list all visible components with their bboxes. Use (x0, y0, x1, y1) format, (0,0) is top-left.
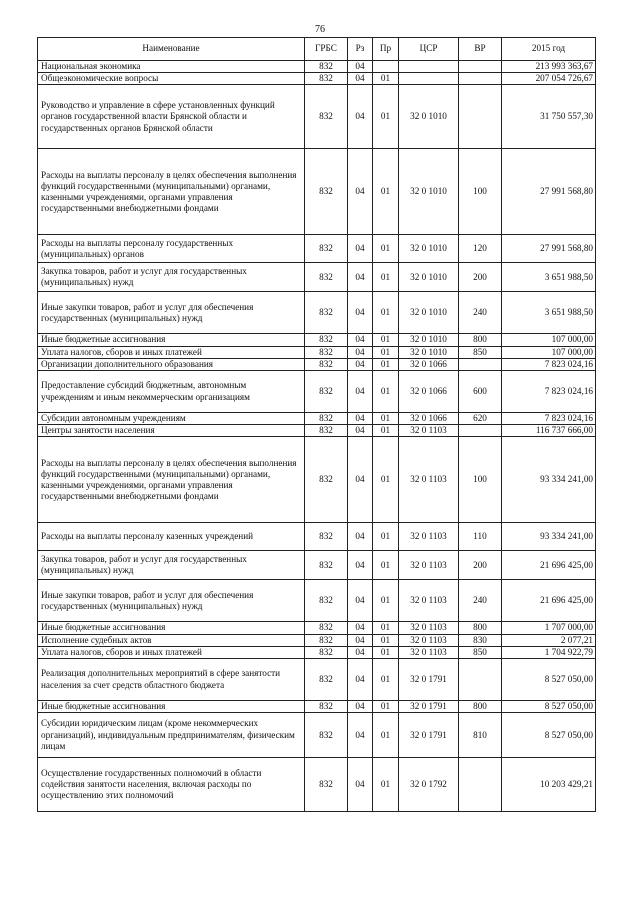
row-grbs: 832 (305, 551, 348, 580)
row-name: Национальная экономика (38, 61, 305, 73)
row-rz: 04 (348, 149, 373, 235)
row-name: Иные закупки товаров, работ и услуг для обеспечения государственных (муниципальных) нужд (38, 580, 305, 622)
row-rz: 04 (348, 622, 373, 634)
row-amount: 107 000,00 (502, 334, 596, 346)
row-vr (459, 73, 502, 85)
table-row (38, 758, 596, 812)
row-grbs: 832 (305, 634, 348, 646)
row-vr: 240 (459, 580, 502, 622)
row-grbs: 832 (305, 73, 348, 85)
row-rz: 04 (348, 659, 373, 701)
row-rz: 04 (348, 346, 373, 358)
row-pr: 01 (373, 413, 399, 425)
row-pr: 01 (373, 85, 399, 149)
row-pr: 01 (373, 622, 399, 634)
row-vr (459, 758, 502, 812)
row-csr: 32 0 1103 (399, 437, 459, 523)
row-amount: 207 054 726,67 (502, 73, 596, 85)
table-row (38, 580, 596, 622)
row-vr: 100 (459, 437, 502, 523)
row-grbs: 832 (305, 425, 348, 437)
header-year: 2015 год (502, 38, 596, 61)
row-pr (373, 61, 399, 73)
row-pr: 01 (373, 437, 399, 523)
row-grbs: 832 (305, 371, 348, 413)
row-pr: 01 (373, 425, 399, 437)
table-row (38, 263, 596, 292)
row-rz: 04 (348, 758, 373, 812)
row-vr: 200 (459, 551, 502, 580)
row-name: Уплата налогов, сборов и иных платежей (38, 346, 305, 358)
row-csr: 32 0 1066 (399, 413, 459, 425)
row-vr: 800 (459, 701, 502, 713)
row-vr: 850 (459, 646, 502, 658)
row-csr: 32 0 1010 (399, 346, 459, 358)
row-csr: 32 0 1010 (399, 85, 459, 149)
row-vr: 110 (459, 523, 502, 551)
header-csr: ЦСР (399, 38, 459, 61)
row-vr (459, 85, 502, 149)
row-pr: 01 (373, 523, 399, 551)
table-row (38, 437, 596, 523)
row-rz: 04 (348, 292, 373, 334)
header-vr: ВР (459, 38, 502, 61)
row-grbs: 832 (305, 358, 348, 370)
row-amount: 8 527 050,00 (502, 701, 596, 713)
row-rz: 04 (348, 523, 373, 551)
row-name: Предоставление субсидий бюджетным, автономным учреждениям и иным некоммерческим организациям (38, 371, 305, 413)
row-grbs: 832 (305, 292, 348, 334)
row-name: Расходы на выплаты персоналу в целях обеспечения выполнения функций государственными (муниципальными) органами, казенными учреждениями, органами управления государственными внебюджетными фондами (38, 149, 305, 235)
row-grbs: 832 (305, 334, 348, 346)
row-rz: 04 (348, 358, 373, 370)
row-vr: 600 (459, 371, 502, 413)
row-pr: 01 (373, 292, 399, 334)
row-vr (459, 61, 502, 73)
row-csr: 32 0 1103 (399, 425, 459, 437)
table-row (38, 646, 596, 658)
row-csr: 32 0 1010 (399, 149, 459, 235)
row-rz: 04 (348, 701, 373, 713)
row-csr: 32 0 1103 (399, 580, 459, 622)
row-csr: 32 0 1103 (399, 622, 459, 634)
row-csr: 32 0 1010 (399, 263, 459, 292)
row-name: Исполнение судебных актов (38, 634, 305, 646)
table-row (38, 634, 596, 646)
row-csr (399, 61, 459, 73)
row-vr: 810 (459, 713, 502, 758)
row-vr: 830 (459, 634, 502, 646)
table-row (38, 85, 596, 149)
row-pr: 01 (373, 758, 399, 812)
row-name: Общеэкономические вопросы (38, 73, 305, 85)
table-row (38, 425, 596, 437)
row-grbs: 832 (305, 701, 348, 713)
row-name: Центры занятости населения (38, 425, 305, 437)
row-vr (459, 425, 502, 437)
row-rz: 04 (348, 73, 373, 85)
row-amount: 7 823 024,16 (502, 371, 596, 413)
row-pr: 01 (373, 551, 399, 580)
row-amount: 8 527 050,00 (502, 659, 596, 701)
row-csr: 32 0 1791 (399, 701, 459, 713)
row-amount: 7 823 024,16 (502, 413, 596, 425)
row-grbs: 832 (305, 646, 348, 658)
row-name: Расходы на выплаты персоналу государственных (муниципальных) органов (38, 235, 305, 263)
row-pr: 01 (373, 235, 399, 263)
row-grbs: 832 (305, 713, 348, 758)
row-name: Иные бюджетные ассигнования (38, 622, 305, 634)
row-amount: 213 993 363,67 (502, 61, 596, 73)
row-vr: 620 (459, 413, 502, 425)
table-row (38, 334, 596, 346)
row-rz: 04 (348, 551, 373, 580)
table-row (38, 61, 596, 73)
row-name: Уплата налогов, сборов и иных платежей (38, 646, 305, 658)
row-grbs: 832 (305, 523, 348, 551)
table-row (38, 292, 596, 334)
row-grbs: 832 (305, 758, 348, 812)
row-pr: 01 (373, 263, 399, 292)
row-name: Организации дополнительного образования (38, 358, 305, 370)
table-row (38, 73, 596, 85)
row-pr: 01 (373, 659, 399, 701)
row-vr: 800 (459, 622, 502, 634)
row-csr: 32 0 1792 (399, 758, 459, 812)
row-csr: 32 0 1791 (399, 713, 459, 758)
row-rz: 04 (348, 425, 373, 437)
row-pr: 01 (373, 346, 399, 358)
table-row (38, 346, 596, 358)
row-amount: 21 696 425,00 (502, 580, 596, 622)
row-rz: 04 (348, 634, 373, 646)
row-pr: 01 (373, 358, 399, 370)
row-rz: 04 (348, 371, 373, 413)
row-rz: 04 (348, 580, 373, 622)
page-number: 76 (315, 24, 325, 35)
row-amount: 27 991 568,80 (502, 235, 596, 263)
budget-table (37, 37, 596, 812)
row-rz: 04 (348, 85, 373, 149)
table-row (38, 701, 596, 713)
row-grbs: 832 (305, 437, 348, 523)
row-pr: 01 (373, 634, 399, 646)
row-grbs: 832 (305, 149, 348, 235)
row-pr: 01 (373, 580, 399, 622)
row-amount: 116 737 666,00 (502, 425, 596, 437)
row-csr: 32 0 1066 (399, 358, 459, 370)
row-amount: 27 991 568,80 (502, 149, 596, 235)
row-csr: 32 0 1066 (399, 371, 459, 413)
header-rz: Рз (348, 38, 373, 61)
table-row (38, 371, 596, 413)
row-rz: 04 (348, 61, 373, 73)
row-rz: 04 (348, 413, 373, 425)
row-csr: 32 0 1010 (399, 334, 459, 346)
row-vr: 240 (459, 292, 502, 334)
row-amount: 8 527 050,00 (502, 713, 596, 758)
row-name: Субсидии автономным учреждениям (38, 413, 305, 425)
row-grbs: 832 (305, 346, 348, 358)
row-pr: 01 (373, 701, 399, 713)
row-amount: 93 334 241,00 (502, 523, 596, 551)
row-csr (399, 73, 459, 85)
row-csr: 32 0 1791 (399, 659, 459, 701)
row-amount: 93 334 241,00 (502, 437, 596, 523)
row-rz: 04 (348, 235, 373, 263)
row-amount: 1 704 922,79 (502, 646, 596, 658)
row-amount: 1 707 000,00 (502, 622, 596, 634)
row-vr: 800 (459, 334, 502, 346)
row-vr: 120 (459, 235, 502, 263)
row-name: Иные закупки товаров, работ и услуг для обеспечения государственных (муниципальных) нужд (38, 292, 305, 334)
row-grbs: 832 (305, 622, 348, 634)
row-amount: 3 651 988,50 (502, 263, 596, 292)
row-amount: 10 203 429,21 (502, 758, 596, 812)
row-amount: 21 696 425,00 (502, 551, 596, 580)
row-csr: 32 0 1010 (399, 292, 459, 334)
row-pr: 01 (373, 713, 399, 758)
table-row (38, 413, 596, 425)
row-pr: 01 (373, 73, 399, 85)
table-row (38, 622, 596, 634)
row-pr: 01 (373, 371, 399, 413)
row-name: Расходы на выплаты персоналу в целях обеспечения выполнения функций государственными (муниципальными) органами, казенными учреждениями, органами управления государственными внебюджетными фондами (38, 437, 305, 523)
row-pr: 01 (373, 334, 399, 346)
row-csr: 32 0 1103 (399, 551, 459, 580)
row-grbs: 832 (305, 263, 348, 292)
table-row (38, 149, 596, 235)
row-rz: 04 (348, 646, 373, 658)
row-name: Осуществление государственных полномочий в области содействия занятости населения, включая расходы по осуществлению этих полномочий (38, 758, 305, 812)
table-row (38, 358, 596, 370)
row-pr: 01 (373, 646, 399, 658)
row-amount: 2 077,21 (502, 634, 596, 646)
row-pr: 01 (373, 149, 399, 235)
header-grbs: ГРБС (305, 38, 348, 61)
row-vr: 200 (459, 263, 502, 292)
row-name: Реализация дополнительных мероприятий в сфере занятости населения за счет средств областного бюджета (38, 659, 305, 701)
row-vr (459, 358, 502, 370)
row-csr: 32 0 1103 (399, 523, 459, 551)
row-grbs: 832 (305, 413, 348, 425)
row-name: Закупка товаров, работ и услуг для государственных (муниципальных) нужд (38, 263, 305, 292)
table-row (38, 235, 596, 263)
row-amount: 107 000,00 (502, 346, 596, 358)
row-rz: 04 (348, 263, 373, 292)
table-row (38, 551, 596, 580)
row-name: Иные бюджетные ассигнования (38, 334, 305, 346)
table-row (38, 523, 596, 551)
row-amount: 31 750 557,30 (502, 85, 596, 149)
header-name: Наименование (38, 38, 305, 61)
row-vr: 100 (459, 149, 502, 235)
row-csr: 32 0 1103 (399, 646, 459, 658)
row-grbs: 832 (305, 580, 348, 622)
table-row (38, 659, 596, 701)
row-amount: 7 823 024,16 (502, 358, 596, 370)
row-csr: 32 0 1103 (399, 634, 459, 646)
row-name: Расходы на выплаты персоналу казенных учреждений (38, 523, 305, 551)
row-rz: 04 (348, 437, 373, 523)
row-grbs: 832 (305, 85, 348, 149)
row-grbs: 832 (305, 235, 348, 263)
table-header-row (38, 38, 596, 61)
row-rz: 04 (348, 713, 373, 758)
row-name: Руководство и управление в сфере установленных функций органов государственной власти Брянской области и государственных органов Брянской области (38, 85, 305, 149)
row-name: Иные бюджетные ассигнования (38, 701, 305, 713)
row-amount: 3 651 988,50 (502, 292, 596, 334)
row-name: Закупка товаров, работ и услуг для государственных (муниципальных) нужд (38, 551, 305, 580)
row-grbs: 832 (305, 659, 348, 701)
header-pr: Пр (373, 38, 399, 61)
row-vr: 850 (459, 346, 502, 358)
table-row (38, 713, 596, 758)
row-vr (459, 659, 502, 701)
row-name: Субсидии юридическим лицам (кроме некоммерческих организаций), индивидуальным предпринимателям, физическим лицам (38, 713, 305, 758)
row-csr: 32 0 1010 (399, 235, 459, 263)
row-grbs: 832 (305, 61, 348, 73)
row-rz: 04 (348, 334, 373, 346)
